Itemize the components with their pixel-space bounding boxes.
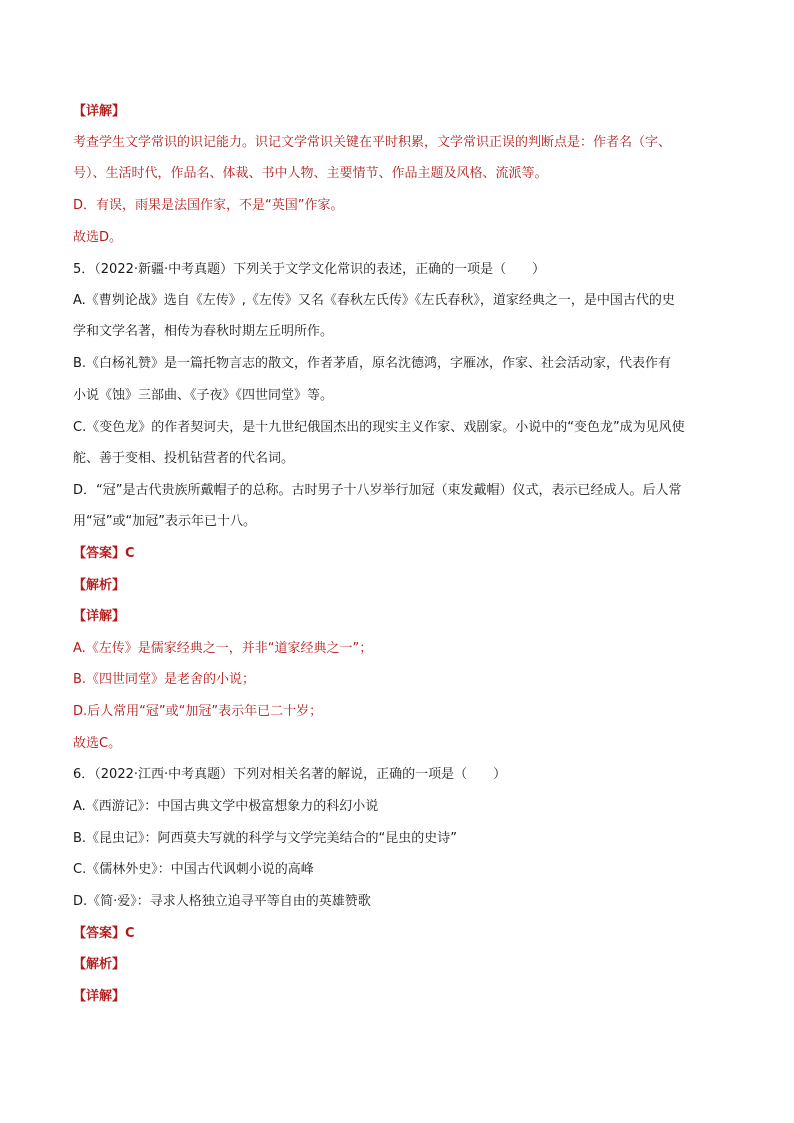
conclusion: 故选D。 [73, 230, 123, 245]
option-line: 小说《蚀》三部曲、《子夜》《四世同堂》等。 [73, 388, 334, 403]
detail-line: A.《左传》是儒家经典之一，并非“道家经典之一”； [73, 641, 373, 656]
answer: 【答案】C [73, 546, 135, 561]
option-line: 学和文学名著，相传为春秋时期左丘明所作。 [73, 324, 334, 339]
option-line: A.《曹刿论战》选自《左传》,《左传》又名《春秋左氏传》《左氏春秋》，道家经典之一，是中国古代的史 [73, 293, 675, 308]
detail-line: B.《四世同堂》是老舍的小说； [73, 672, 256, 687]
option-line: 舵、善于变相、投机钻营者的代名词。 [73, 451, 295, 466]
option-line: C.《儒林外史》：中国古代讽刺小说的高峰 [73, 862, 314, 877]
option-line: D.《简·爱》：寻求人格独立追寻平等自由的英雄赞歌 [73, 894, 371, 909]
option-line: B.《白杨礼赞》是一篇托物言志的散文，作者茅盾，原名沈德鸿，字雁冰，作家、社会活动家，代表作有 [73, 356, 672, 371]
detail-line: 考查学生文学常识的识记能力。识记文学常识关键在平时积累，文学常识正误的判断点是：作者名（字、 [73, 135, 672, 150]
analysis-heading: 【解析】 [73, 578, 126, 593]
detail-heading: 【详解】 [73, 989, 126, 1004]
detail-heading: 【详解】 [73, 609, 126, 624]
option-line: B.《昆虫记》：阿西莫夫写就的科学与文学完美结合的“昆虫的史诗” [73, 831, 458, 846]
option-line: C.《变色龙》的作者契诃夫，是十九世纪俄国杰出的现实主义作家、戏剧家。小说中的“变色龙”成为见风使 [73, 420, 685, 435]
detail-heading: 【详解】 [73, 104, 126, 119]
detail-line: D.后人常用“冠”或“加冠”表示年已二十岁； [73, 704, 323, 719]
option-line: D．“冠”是古代贵族所戴帽子的总称。古时男子十八岁举行加冠（束发戴帽）仪式，表示已经成人。后人常 [73, 483, 682, 498]
detail-line: D．有误，雨果是法国作家，不是“英国”作家。 [73, 198, 344, 213]
option-line: 用“冠”或“加冠”表示年已十八。 [73, 514, 256, 529]
question-stem: 6．（2022·江西·中考真题）下列对相关名著的解说，正确的一项是（ ） [73, 767, 507, 782]
conclusion: 故选C。 [73, 736, 122, 751]
detail-line: 号）、生活时代，作品名、体裁、书中人物、主要情节、作品主题及风格、流派等。 [73, 166, 548, 181]
analysis-heading: 【解析】 [73, 957, 126, 972]
option-line: A.《西游记》：中国古典文学中极富想象力的科幻小说 [73, 799, 379, 814]
question-stem: 5．（2022·新疆·中考真题）下列关于文学文化常识的表述，正确的一项是（ ） [73, 262, 546, 277]
answer: 【答案】C [73, 926, 135, 941]
